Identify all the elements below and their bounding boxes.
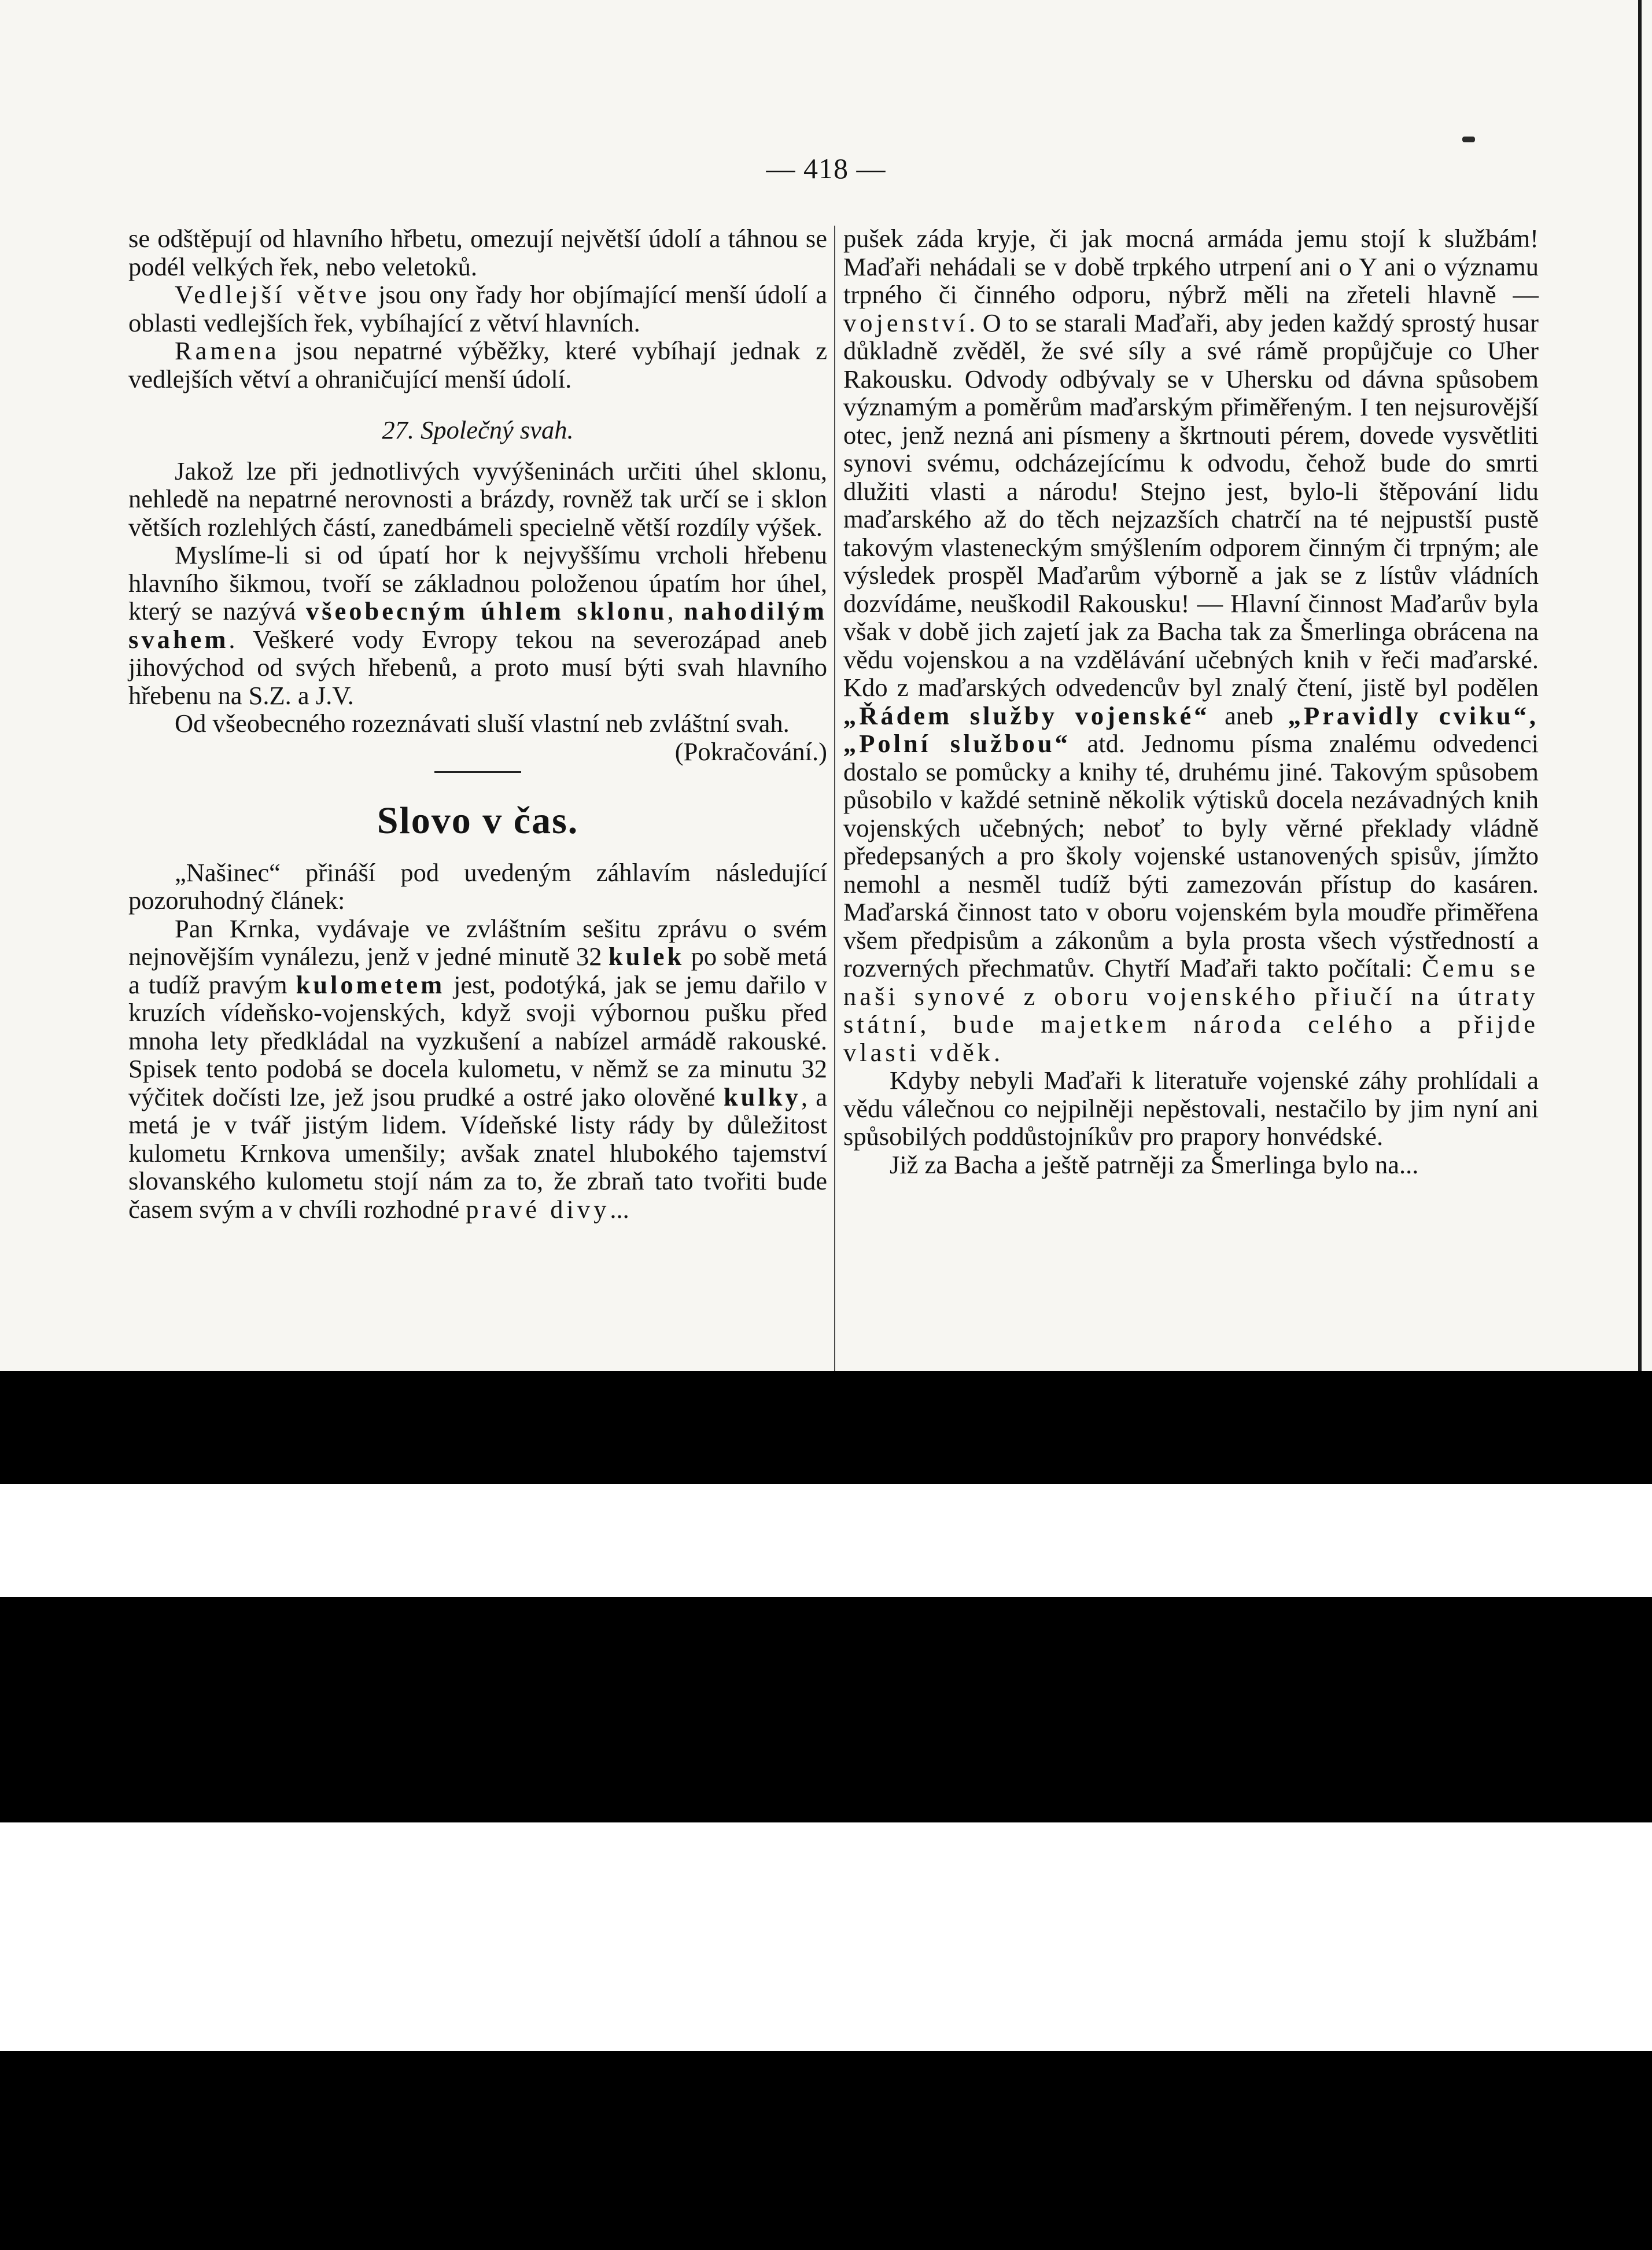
paragraph-text: jest, podotýká, jak se jemu dařilo v kruzích vídeňsko-vojenských, když svoji výbornou pušku před mnoha lety předkládal na vyzkušení a nabízel armádě rakouské. Spisek tento podobá se docela kulometu, v němž se za minutu 32 výčitek dočísti lze, jež jsou prudké a ostré jako olověné	[128, 970, 828, 1111]
paragraph-text: ...	[610, 1194, 629, 1224]
section-divider	[434, 771, 521, 773]
spaced-term: všeobecným úhlem sklonu	[305, 596, 668, 625]
page-edge-line	[1638, 0, 1642, 1371]
right-column	[843, 224, 1539, 1179]
spaced-term: kulky	[723, 1082, 801, 1111]
paragraph-text: Od všeobecného rozeznávati sluší vlastní neb zvláštní svah.	[175, 709, 790, 738]
left-column	[128, 224, 827, 1223]
paragraph-text: , a metá je v tvář jistým lidem. Vídeňské listy rády by důležitost kulometu Krnkova umenšily; avšak znatel hlubokého tajemství slovanského kulometu stojí nám za to, že zbraň tato tvořiti bude časem svým a v chvíli rozhodné	[128, 1082, 827, 1224]
page-number: — 418 —	[766, 152, 886, 185]
paragraph-text: .	[994, 1037, 1001, 1067]
paragraph	[128, 281, 827, 337]
paragraph-text: . O to se starali Maďaři, aby jeden každý sprostý husar důkladně zvěděl, že své síly a své rámě propůjčuje co Uher Rakousku. Odvody odbývaly se v Uhersku od dávna spůsobem významým a poměrům maďarským přiměřeným. I ten nejsurovější otec, jenž nezná ani písmeny a škrtnouti pérem, dovede vysvětliti synovi svému, odcházejícímu k odvodu, čehož bude do smrti dlužiti vlasti a národu! Stejno jest, bylo-li štěpování lidu maďarského až do těch nejzazších chatrčí na té nejpustší pustě takovým vlasteneckým smýšlením odporem činným či trpným; ale výsledek prospěl Maďarům výborně a jak se z lístův vládních dozvídáme, neuškodil Rakousku! — Hlavní činnost Maďarův byla však v době jich zajetí jak za Bacha tak za Šmerlinga obrácena na vědu vojenskou a na vzdělávání učebných knih v řeči maďarské. Kdo z maďarských odvedencův byl znalý čtení, jistě byl podělen	[843, 308, 1539, 702]
spaced-term: kulometem	[296, 970, 445, 999]
black-bar	[0, 1371, 1652, 1484]
paragraph-text: po sobě metá a tudíž pravým	[128, 942, 828, 999]
paragraph-text: jsou nepatrné výběžky, které vybíhají jednak z vedlejších větví a ohraničující menší údolí.	[128, 336, 828, 393]
black-bar	[0, 1597, 1652, 1822]
spaced-term: Ramena	[175, 336, 280, 365]
paragraph-text: jsou ony řady hor objímající menší údolí a oblasti vedlejších řek, vybíhající z větví hlavních.	[128, 280, 827, 337]
spaced-term: Čemu se naši synové z oboru vojenského přiučí na útraty státní, bude majetkem národa celého a přijde vlasti vděk	[843, 953, 1539, 1067]
spaced-term: nahodilým svahem	[128, 596, 827, 654]
paragraph	[128, 709, 827, 766]
ink-speck	[1462, 137, 1475, 142]
paragraph-text: Pan Krnka, vydávaje ve zvláštním sešitu zprávu o svém nejnovějším vynálezu, jenž v jedné minutě 32	[128, 914, 827, 971]
spaced-term: pravé divy	[466, 1194, 610, 1224]
paragraph	[843, 224, 1539, 1066]
paragraph: Kdyby nebyli Maďaři k literatuře vojenské záhy prohlídali a vědu válečnou co nejpilněji nepěstovali, nestačilo by jim nyní ani spůsobilých poddůstojníkův pro prapory honvédské.	[843, 1066, 1539, 1151]
paragraph: Jakož lze při jednotlivých vyvýšeninách určiti úhel sklonu, nehledě na nepatrné nerovnosti a brázdy, rovněž tak určí se i sklon větších rozlehlých částí, zanedbámeli specielně větší rozdíly výšek.	[128, 456, 827, 542]
paragraph-text: Myslíme-li si od úpatí hor k nejvyššímu vrcholi hřebenu hlavního šikmou, tvoří se základnou položenou úpatím hor úhel, který se nazývá	[128, 540, 827, 625]
paragraph: „Našinec“ přináší pod uvedeným záhlavím následující pozoruhodný článek:	[128, 857, 827, 915]
black-bar	[0, 2051, 1652, 2250]
paragraph-text: aneb	[1225, 701, 1274, 730]
spaced-term: „Řádem služby vojenské“	[843, 701, 1210, 730]
continuation-note: (Pokračování.)	[674, 737, 827, 766]
paragraph: se odštěpují od hlavního hřbetu, omezují největší údolí a táhnou se podél velkých řek, nebo veletoků.	[128, 224, 827, 281]
paragraph	[128, 337, 827, 393]
paragraph	[128, 541, 827, 709]
spaced-term: Vedlejší větve	[175, 280, 370, 309]
spaced-term: kulek	[608, 942, 685, 971]
spaced-term: vojenství	[843, 308, 969, 337]
spaced-term: „Pravidly cviku“, „Polní službou“	[843, 701, 1539, 758]
paragraph-text: pušek záda kryje, či jak mocná armáda jemu stojí k službám! Maďaři nehádali se v době trpkého utrpení ani o Y ani o významu trpného či činného odporu, nýbrž měli na zřeteli hlavně —	[843, 224, 1539, 309]
section-subheading: 27. Společný svah.	[382, 415, 574, 444]
paragraph-text: . Veškeré vody Evropy tekou na severozápad aneb jihovýchod od svých hřebenů, a proto musí býti svah hlavního hřebenu na S.Z. a J.V.	[128, 624, 827, 710]
paragraph-text: atd. Jednomu písma znalému odvedenci dostalo se pomůcky a knihy té, druhému jiné. Takovým spůsobem působilo v každé setnině několik výtisků docela nezávadných knih vojenských učebných; neboť to byly věrné překlady vládně předepsaných a pro školy vojenské ustanovených spisův, jímžto nemohl a nesměl tudíž býti zamezován přístup do kasáren. Maďarská činnost tato v oboru vojenském byla moudře přiměřena všem předpisům a zákonům a byla prosta všech výstředností a rozverných přechmatův. Chytří Maďaři takto počítali:	[843, 729, 1539, 982]
paragraph-text: ,	[667, 596, 674, 625]
paragraph: Již za Bacha a ještě patrněji za Šmerlinga bylo na...	[890, 1150, 1419, 1179]
article-title: Slovo v čas.	[377, 799, 579, 842]
column-divider	[834, 226, 835, 1371]
paragraph	[128, 915, 827, 1224]
